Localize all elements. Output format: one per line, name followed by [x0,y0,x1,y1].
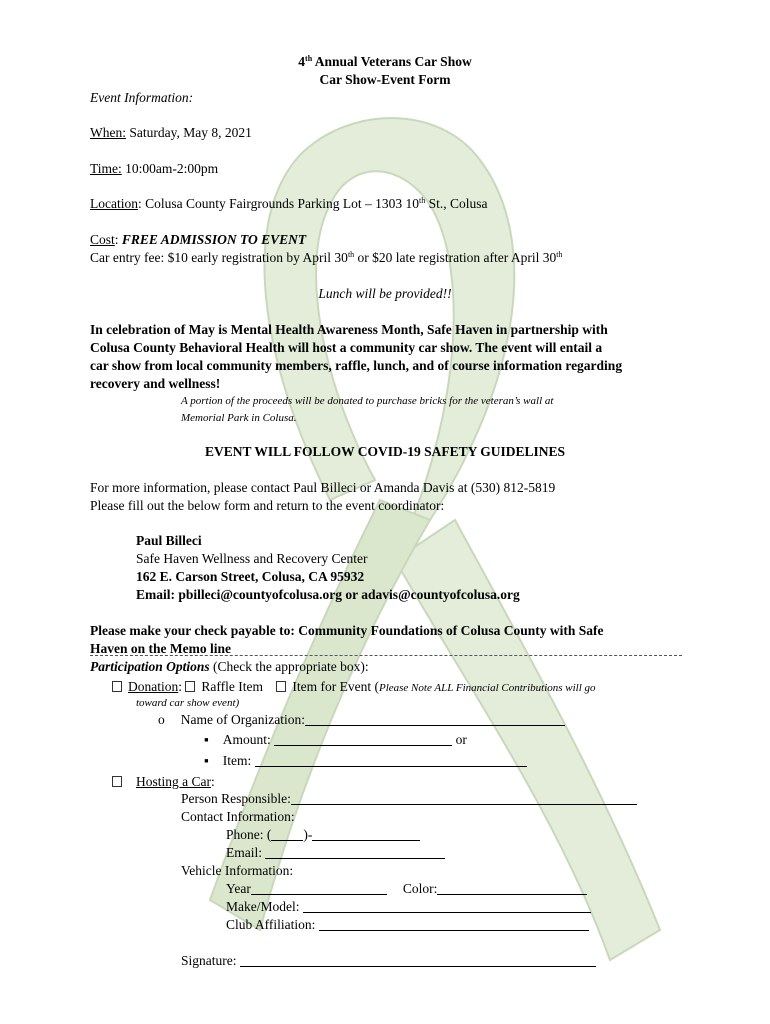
check-payable-line-1: Please make your check payable to: Community Foundations of Colusa County with Safe [90,623,604,638]
celebration-line-4: recovery and wellness! [90,376,221,391]
vehicle-info-label: Vehicle Information: [181,863,294,878]
year-color-row: Year Color: [226,880,587,897]
event-info-heading: Event Information: [90,90,194,105]
raffle-item-checkbox[interactable] [185,681,195,692]
contact-line-1: For more information, please contact Paul Billeci or Amanda Davis at (530) 812-5819 [90,480,556,495]
donation-note: Please Note ALL Financial Contributions will go [378,682,596,694]
club-affiliation-field[interactable] [319,917,589,931]
item-field[interactable] [255,753,527,767]
item-for-event-checkbox[interactable] [276,681,286,692]
year-field[interactable] [251,881,387,895]
person-responsible-field[interactable] [291,791,637,805]
coordinator-org: Safe Haven Wellness and Recovery Center [136,551,368,566]
email-row: Email: [226,844,445,861]
phone-number-field[interactable] [312,827,420,841]
signature-row: Signature: [181,952,596,969]
lunch-note: Lunch will be provided!! [318,286,452,301]
raffle-item-label: Raffle Item [201,679,263,694]
item-for-event-label: Item for Event [292,679,372,694]
section-divider [90,655,682,656]
check-payable-line-2: Haven on the Memo line [90,641,231,656]
org-name-row: o Name of Organization: [158,711,565,728]
contact-info-label: Contact Information: [181,809,295,824]
person-responsible-row: Person Responsible: [181,790,637,807]
celebration-line-1: In celebration of May is Mental Health Awareness Month, Safe Haven in partnership with [90,322,608,337]
amount-field[interactable] [274,732,452,746]
signature-field[interactable] [240,953,596,967]
hosting-row: Hosting a Car: [112,773,215,790]
color-field[interactable] [437,881,587,895]
item-row: ▪ Item: [204,752,527,769]
proceeds-line-2: Memorial Park in Colusa. [181,412,297,424]
time-line: Time: 10:00am-2:00pm [90,161,219,176]
coordinator-address: 162 E. Carson Street, Colusa, CA 95932 [136,569,365,584]
location-line: Location: Colusa County Fairgrounds Parking Lot – 1303 10th St., Colusa [90,196,488,211]
amount-row: ▪ Amount: or [204,732,467,747]
hosting-checkbox[interactable] [112,776,122,787]
email-field[interactable] [265,845,445,859]
donation-checkbox[interactable] [112,681,122,692]
phone-area-field[interactable] [271,827,303,841]
when-line: When: Saturday, May 8, 2021 [90,125,252,140]
club-affiliation-row: Club Affiliation: [226,916,589,933]
make-model-row: Make/Model: [226,898,591,915]
proceeds-line-1: A portion of the proceeds will be donated to purchase bricks for the veteran’s wall at [181,395,554,407]
covid-guidelines: EVENT WILL FOLLOW COVID-19 SAFETY GUIDELINES [205,444,565,459]
org-name-field[interactable] [305,712,565,726]
car-entry-fee: Car entry fee: $10 early registration by April 30th or $20 late registration after April 30th [90,250,563,265]
cost-line: Cost: FREE ADMISSION TO EVENT [90,232,307,247]
donation-note-cont: toward car show event) [136,697,240,709]
coordinator-email: Email: pbilleci@countyofcolusa.org or adavis@countyofcolusa.org [136,587,520,602]
celebration-line-3: car show from local community members, raffle, lunch, and of course information regarding [90,358,623,373]
celebration-line-2: Colusa County Behavioral Health will host a community car show. The event will entail a [90,340,603,355]
form-title: 4th Annual Veterans Car Show [298,54,472,69]
participation-options: Participation Options (Check the appropriate box): [90,659,369,674]
make-model-field[interactable] [303,899,591,913]
contact-line-2: Please fill out the below form and return to the event coordinator: [90,498,445,513]
donation-row: Donation: Raffle Item Item for Event (Please Note ALL Financial Contributions will go [112,678,596,697]
form-subtitle: Car Show-Event Form [319,72,451,87]
donation-label: Donation [128,679,179,694]
phone-row: Phone: ( )- [226,826,420,843]
coordinator-name: Paul Billeci [136,533,202,548]
